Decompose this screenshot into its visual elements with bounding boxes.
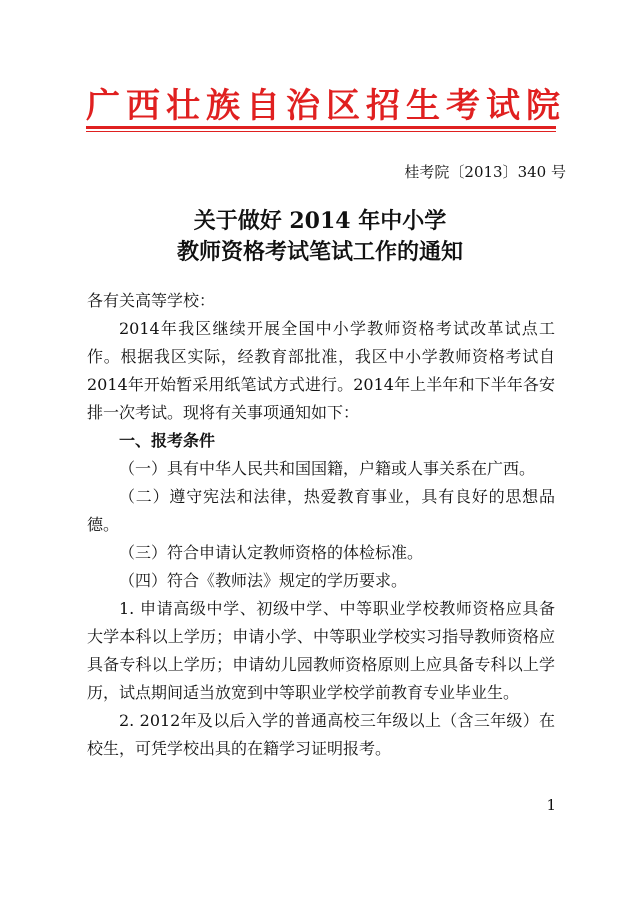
document-title-line-1: 关于做好 2014 年中小学: [193, 208, 447, 234]
document-number: 桂考院〔2013〕340 号: [404, 163, 566, 181]
greeting: 各有关高等学校：: [87, 291, 216, 310]
sub-item-1: 1. 申请高级中学、初级中学、中等职业学校教师资格应具备大学本科以上学历；申请小学、中等职业学校实习指导教师资格应具备专科以上学历；申请幼儿园教师资格原则上应具备专科以上学历，试点期间适当放宽到中等职业学校学前教育专业毕业生。: [87, 599, 555, 702]
condition-item-4: （四）符合《教师法》规定的学历要求。: [119, 571, 408, 590]
page-number: 1: [546, 796, 556, 814]
condition-item-2: （二）遵守宪法和法律，热爱教育事业，具有良好的思想品德。: [87, 487, 555, 534]
header-rule-thick: [86, 126, 556, 129]
body-text: [87, 315, 555, 763]
org-header-title: 广西壮族自治区招生考试院: [86, 86, 566, 126]
intro-paragraph: 2014年我区继续开展全国中小学教师资格考试改革试点工作。根据我区实际，经教育部批准，我区中小学教师资格考试自2014年开始暂采用纸笔试方式进行。2014年上半年和下半年各安排一次考试。现将有关事项通知如下：: [87, 319, 555, 422]
document-title-line-2: 教师资格考试笔试工作的通知: [176, 239, 463, 265]
header-rule-thin: [86, 131, 556, 132]
section-heading-1: 一、报考条件: [119, 431, 216, 450]
condition-item-3: （三）符合申请认定教师资格的体检标准。: [119, 543, 424, 562]
condition-item-1: （一）具有中华人民共和国国籍，户籍或人事关系在广西。: [119, 459, 536, 478]
sub-item-2: 2. 2012年及以后入学的普通高校三年级以上（含三年级）在校生，可凭学校出具的在籍学习证明报考。: [87, 711, 555, 758]
